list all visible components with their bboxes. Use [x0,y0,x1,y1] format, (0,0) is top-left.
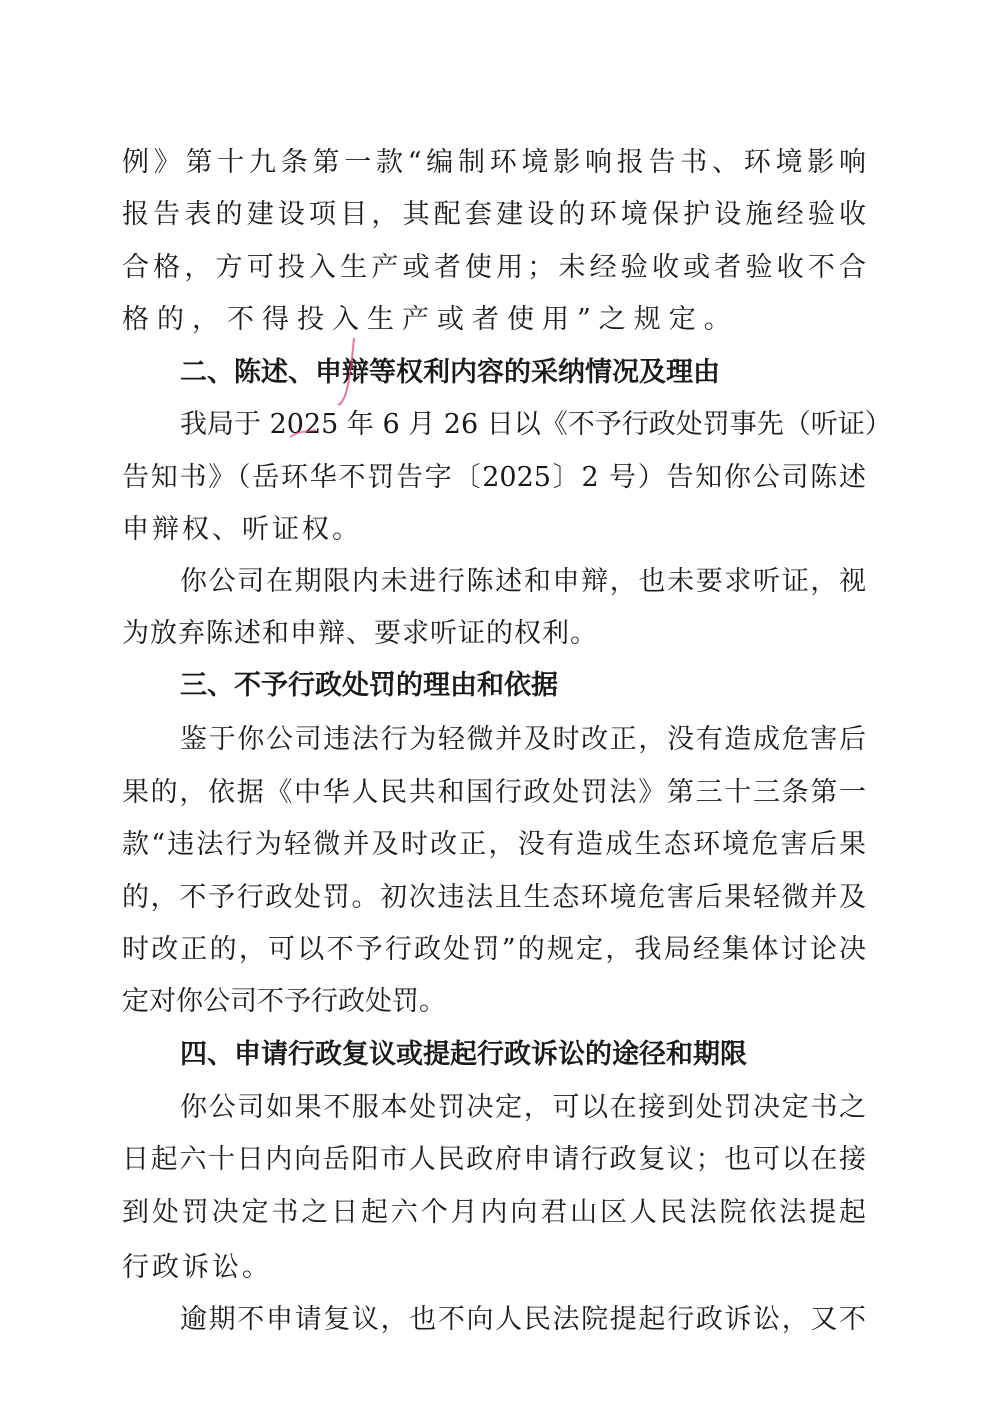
body-line: 告知书》（岳环华不罚告字〔2025〕2 号）告知你公司陈述 [122,462,866,493]
body-line: 款“违法行为轻微并及时改正，没有造成生态环境危害后果 [122,829,866,860]
body-line: 报告表的建设项目，其配套建设的环境保护设施经验收 [122,199,866,230]
body-line: 鉴于你公司违法行为轻微并及时改正，没有造成危害后 [180,724,866,755]
body-line: 到处罚决定书之日起六个月内向君山区人民法院依法提起 [122,1197,866,1228]
body-line: 你公司在期限内未进行陈述和申辩，也未要求听证，视 [180,566,866,597]
body-line: 格的，不得投入生产或者使用”之规定。 [122,304,739,335]
body-line: 逾期不申请复议，也不向人民法院提起行政诉讼，又不 [180,1304,866,1335]
body-line: 例》第十九条第一款“编制环境影响报告书、环境影响 [122,147,866,178]
section-heading-3: 三、不予行政处罚的理由和依据 [180,670,558,701]
body-line: 的，不予行政处罚。初次违法且生态环境危害后果轻微并及 [122,882,866,913]
body-line: 时改正的，可以不予行政处罚”的规定，我局经集体讨论决 [122,934,866,965]
section-heading-2: 二、陈述、申辩等权利内容的采纳情况及理由 [180,357,720,388]
body-line: 申辩权、听证权。 [122,514,362,545]
body-line: 行政诉讼。 [122,1252,272,1283]
body-line: 定对你公司不予行政处罚。 [122,986,446,1017]
section-heading-4: 四、申请行政复议或提起行政诉讼的途径和期限 [180,1039,747,1070]
body-line: 为放弃陈述和申辩、要求听证的权利。 [122,618,598,649]
body-line: 果的，依据《中华人民共和国行政处罚法》第三十三条第一 [122,777,866,808]
body-line: 你公司如果不服本处罚决定，可以在接到处罚决定书之 [180,1092,866,1123]
body-line: 合格，方可投入生产或者使用；未经验收或者验收不合 [122,252,866,283]
body-line: 我局于 2025 年 6 月 26 日以《不予行政处罚事先（听证） [180,409,892,440]
body-line: 日起六十日内向岳阳市人民政府申请行政复议；也可以在接 [122,1144,866,1175]
